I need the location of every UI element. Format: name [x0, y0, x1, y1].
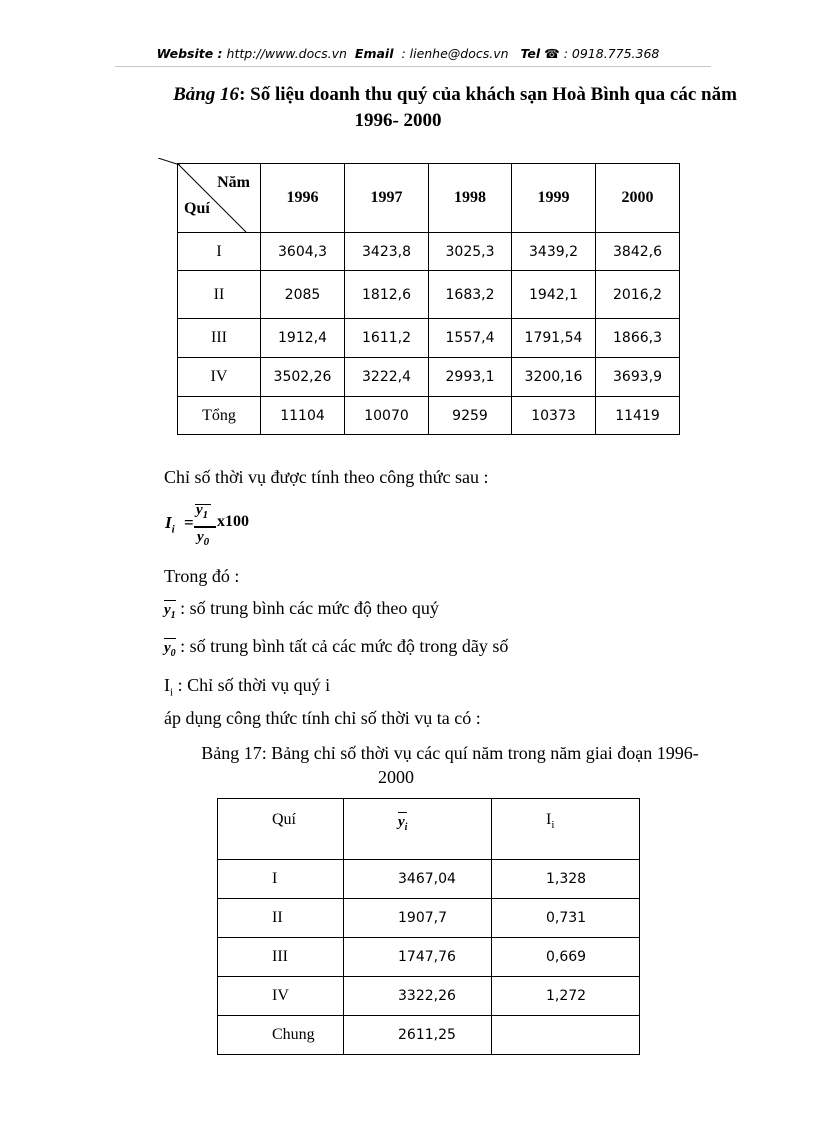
table-row: [178, 358, 680, 397]
table16-title-label: Bảng 16: [173, 84, 240, 105]
table-cell: 11104: [261, 397, 345, 435]
overall-label: Chung: [218, 1016, 344, 1055]
quarter-label: III: [178, 319, 261, 358]
website-link[interactable]: http://www.docs.vn: [226, 46, 347, 61]
year-header: 1998: [429, 164, 512, 233]
ii-definition: $I_i$ : Chỉ số thời vụ quý i: [164, 675, 331, 699]
table-row: [218, 977, 640, 1016]
formula-I: $I_i$: [165, 513, 175, 536]
y1-symbol: $y_1$: [164, 599, 176, 621]
table-cell: 2085: [261, 271, 345, 319]
where-label: Trong đó :: [164, 566, 240, 586]
tel-number: : 0918.775.368: [563, 46, 660, 61]
y0-symbol: $y_0$: [164, 637, 176, 659]
table-cell: 2993,1: [429, 358, 512, 397]
email-label: Email: [354, 46, 394, 61]
total-label: Tổng: [178, 397, 261, 435]
table-cell: 1747,76: [344, 938, 492, 977]
quarter-label: I: [218, 860, 344, 899]
table-cell: 3439,2: [512, 233, 596, 271]
quarter-label: II: [178, 271, 261, 319]
table-cell: 3604,3: [261, 233, 345, 271]
formula-intro: Chỉ số thời vụ được tính theo công thức sau :: [164, 467, 489, 487]
table-cell: 2016,2: [596, 271, 680, 319]
table-cell: 3222,4: [345, 358, 429, 397]
table-cell: 9259: [429, 397, 512, 435]
table16-title-text: : Số liệu doanh thu quý của khách sạn Hoà Bình qua các năm: [239, 84, 737, 105]
y0-definition: $y_0$ : số trung bình tất cả các mức độ trong dãy số: [164, 636, 509, 659]
table-cell: 3200,16: [512, 358, 596, 397]
table-cell: 3322,26: [344, 977, 492, 1016]
corner-quarter-label: Quí: [184, 200, 210, 217]
quarter-label: IV: [178, 358, 261, 397]
quarter-label: I: [178, 233, 261, 271]
table-row: [218, 1016, 640, 1055]
table17: [217, 798, 640, 1055]
table16-title-line2: 1996- 2000: [354, 110, 442, 131]
table-row: [178, 271, 680, 319]
table-row: [178, 397, 680, 435]
year-header: 1999: [512, 164, 596, 233]
table-cell: 3502,26: [261, 358, 345, 397]
table-cell: 10070: [345, 397, 429, 435]
table-cell: 1,328: [492, 860, 640, 899]
table17-header-row: [218, 799, 640, 860]
formula-x100: x100: [217, 513, 249, 530]
table-cell: 1866,3: [596, 319, 680, 358]
year-header: 1996: [261, 164, 345, 233]
formula-numerator: $y_1$: [196, 502, 209, 521]
quarter-label: IV: [218, 977, 344, 1016]
table-cell: 3467,04: [344, 860, 492, 899]
index-header: $I_i$: [492, 799, 640, 860]
table17-caption-line2: 2000: [378, 767, 414, 787]
seasonal-index-formula: [164, 501, 284, 551]
quarter-header: Quí: [218, 799, 344, 860]
table-cell: 1791,54: [512, 319, 596, 358]
formula-denominator: $y_0$: [197, 529, 210, 548]
table16: [177, 163, 680, 435]
table-cell: 11419: [596, 397, 680, 435]
tel-label: Tel: [520, 46, 541, 61]
table-cell: 1,272: [492, 977, 640, 1016]
table-row: [218, 938, 640, 977]
header-divider: [115, 66, 711, 67]
quarter-label: II: [218, 899, 344, 938]
table-cell: [492, 1016, 640, 1055]
table-cell: 0,669: [492, 938, 640, 977]
table-cell: 10373: [512, 397, 596, 435]
year-header: 1997: [345, 164, 429, 233]
table-cell: 1683,2: [429, 271, 512, 319]
table-cell: 0,731: [492, 899, 640, 938]
table-cell: 1942,1: [512, 271, 596, 319]
formula-equals: =: [184, 513, 194, 532]
table-cell: 1812,6: [345, 271, 429, 319]
table16-header-row: [178, 164, 680, 233]
website-label: Website :: [156, 46, 223, 61]
table-row: [218, 899, 640, 938]
table16-corner-cell: [178, 164, 261, 233]
quarter-label: III: [218, 938, 344, 977]
phone-icon: ☎: [544, 46, 560, 61]
email-link[interactable]: : lienhe@docs.vn: [401, 46, 509, 61]
table-cell: 3842,6: [596, 233, 680, 271]
table-cell: 3693,9: [596, 358, 680, 397]
table-row: [218, 860, 640, 899]
apply-formula-text: áp dụng công thức tính chỉ số thời vụ ta có :: [164, 708, 481, 728]
table-cell: 1557,4: [429, 319, 512, 358]
y1-definition: $y_1$ : số trung bình các mức độ theo quý: [164, 598, 439, 621]
table-cell: 1907,7: [344, 899, 492, 938]
table-row: [178, 233, 680, 271]
mean-header: $y_i$: [344, 799, 492, 860]
table-cell: 1611,2: [345, 319, 429, 358]
table-row: [178, 319, 680, 358]
table17-caption: Bảng 17: Bảng chỉ số thời vụ các quí năm trong năm giai đoạn 1996-: [201, 743, 699, 763]
year-header: 2000: [596, 164, 680, 233]
table16-title: [130, 84, 780, 106]
formula-fraction-bar: [194, 526, 216, 528]
table-cell: 1912,4: [261, 319, 345, 358]
table-cell: 3025,3: [429, 233, 512, 271]
page-header: [0, 46, 816, 61]
table-cell: 2611,25: [344, 1016, 492, 1055]
corner-year-label: Năm: [217, 174, 250, 191]
table-cell: 3423,8: [345, 233, 429, 271]
